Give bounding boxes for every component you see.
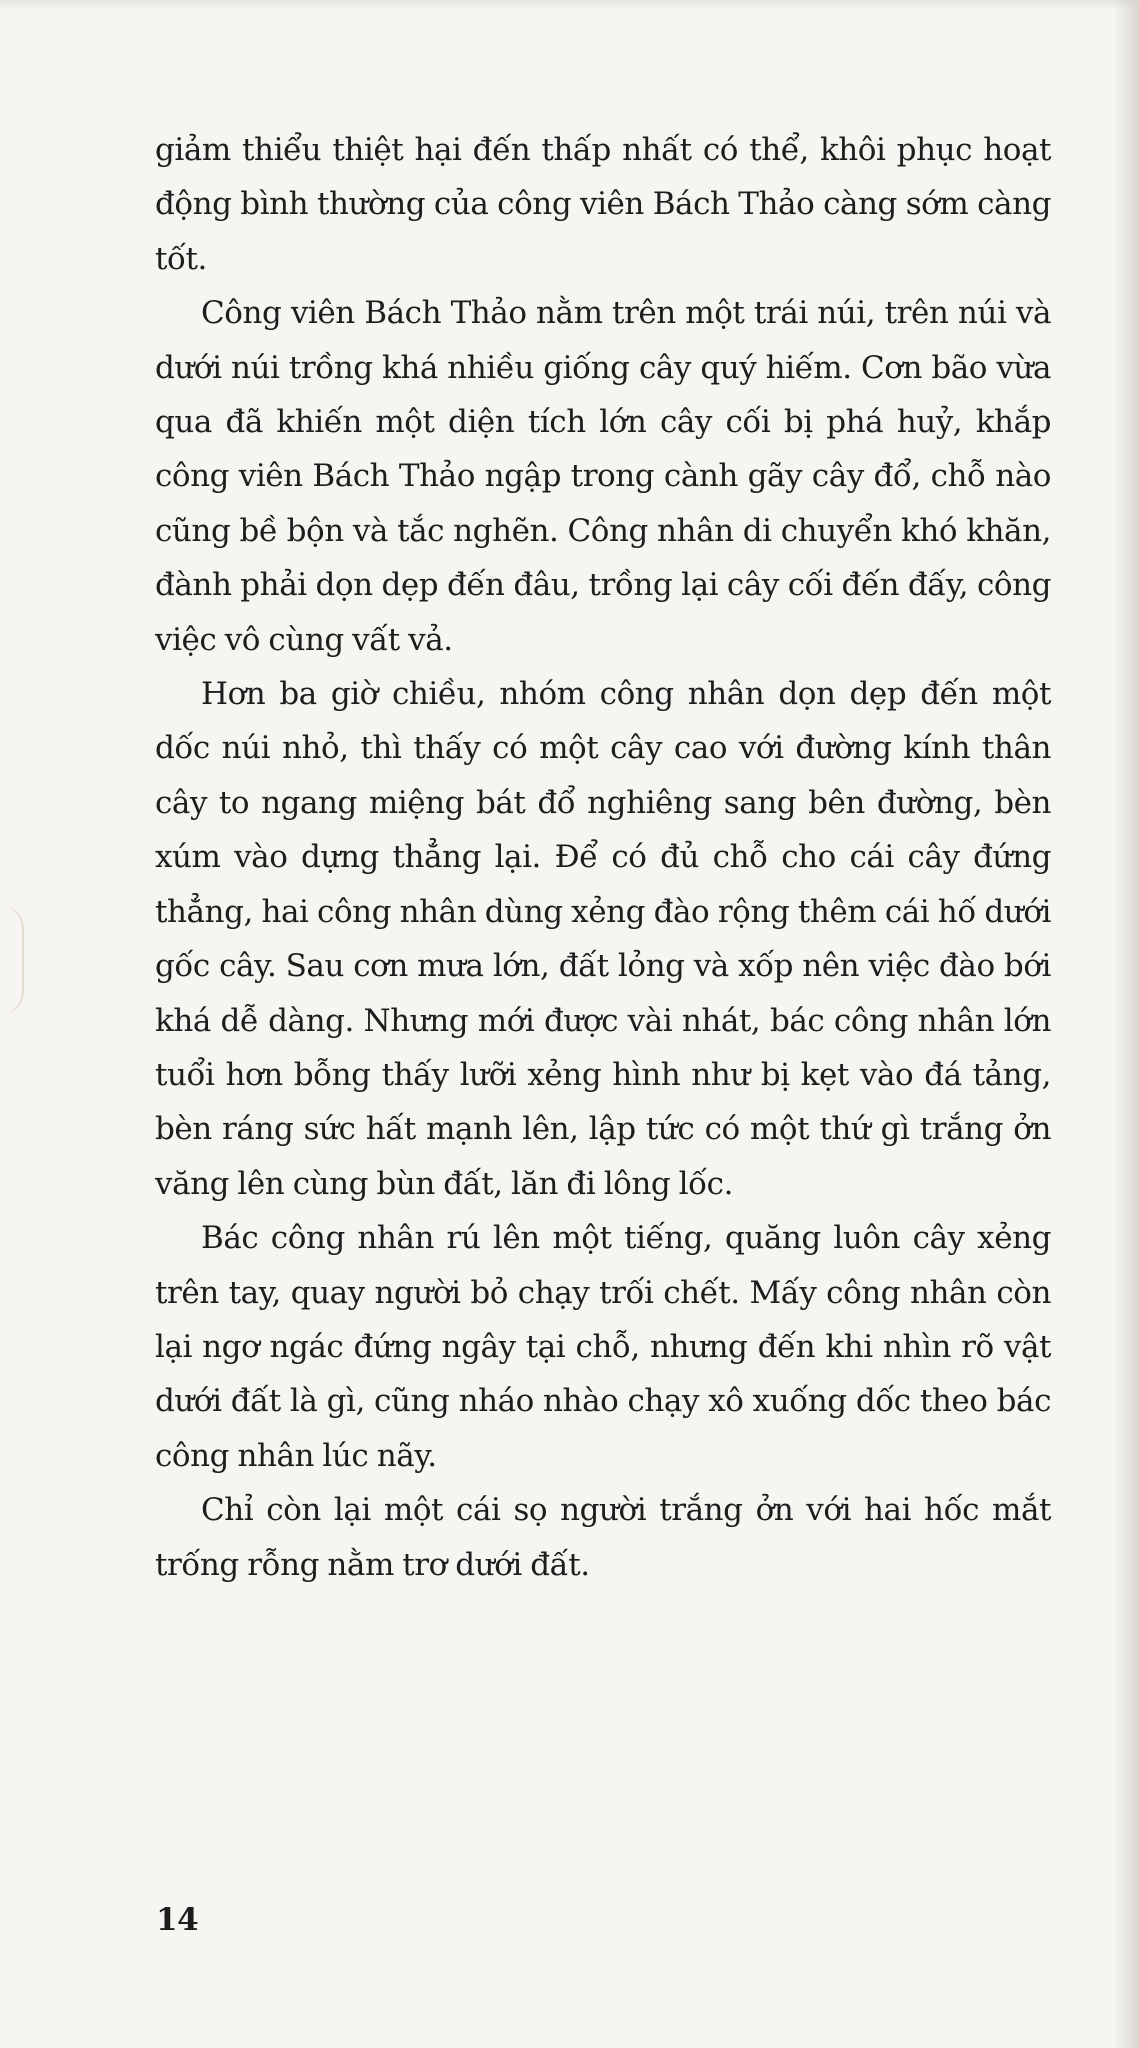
page-top-shadow [0, 0, 1139, 10]
page-right-shadow [1113, 0, 1139, 2048]
paragraph-2: Công viên Bách Thảo nằm trên một trái núi, trên núi và dưới núi trồng khá nhiều giống cây quý hiếm. Cơn bão vừa qua đã khiến một diện tích lớn cây cối bị phá huỷ, khắp công viên Bách Thảo ngập trong cành gãy cây đổ, chỗ nào cũng bề bộn và tắc nghẽn. Công nhân di chuyển khó khăn, đành phải dọn dẹp đến đâu, trồng lại cây cối đến đấy, công việc vô cùng vất vả. [155, 295, 1051, 658]
body-text [155, 123, 1051, 1592]
page-edge-mark [0, 905, 24, 1015]
paragraph-1: giảm thiểu thiệt hại đến thấp nhất có thể, khôi phục hoạt động bình thường của công viên Bách Thảo càng sớm càng tốt. [155, 132, 1051, 277]
page-number: 14 [156, 1902, 199, 1938]
paragraph-3: Hơn ba giờ chiều, nhóm công nhân dọn dẹp đến một dốc núi nhỏ, thì thấy có một cây cao với đường kính thân cây to ngang miệng bát đổ nghiêng sang bên đường, bèn xúm vào dựng thẳng lại. Để có đủ chỗ cho cái cây đứng thẳng, hai công nhân dùng xẻng đào rộng thêm cái hố dưới gốc cây. Sau cơn mưa lớn, đất lỏng và xốp nên việc đào bới khá dễ dàng. Nhưng mới được vài nhát, bác công nhân lớn tuổi hơn bỗng thấy lưỡi xẻng hình như bị kẹt vào đá tảng, bèn ráng sức hất mạnh lên, lập tức có một thứ gì trắng ởn văng lên cùng bùn đất, lăn đi lông lốc. [155, 676, 1051, 1202]
paragraph-4: Bác công nhân rú lên một tiếng, quăng luôn cây xẻng trên tay, quay người bỏ chạy trối chết. Mấy công nhân còn lại ngơ ngác đứng ngây tại chỗ, nhưng đến khi nhìn rõ vật dưới đất là gì, cũng nháo nhào chạy xô xuống dốc theo bác công nhân lúc nãy. [155, 1220, 1051, 1474]
paragraph-5: Chỉ còn lại một cái sọ người trắng ởn với hai hốc mắt trống rỗng nằm trơ dưới đất. [155, 1492, 1051, 1583]
